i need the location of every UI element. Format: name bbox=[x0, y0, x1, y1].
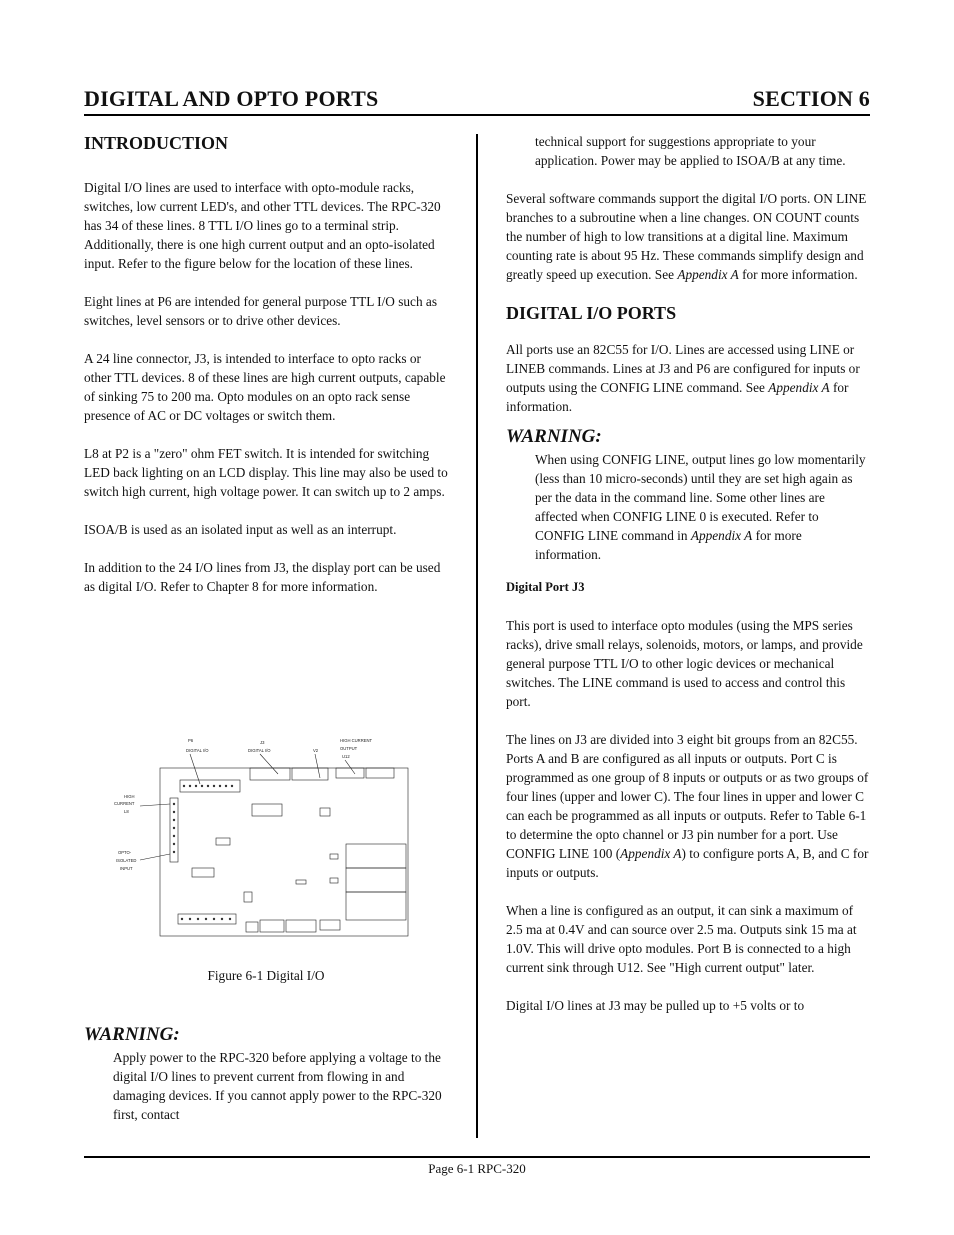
footer-rule bbox=[84, 1156, 870, 1158]
digital-port-j3-heading: Digital Port J3 bbox=[506, 580, 585, 594]
column-divider bbox=[476, 134, 478, 1138]
intro-paragraph-2: Eight lines at P6 are intended for general purpose TTL I/O such as switches, level sensors or to drive other devices. bbox=[84, 294, 438, 328]
board-diagram bbox=[110, 734, 410, 938]
digital-io-ports-heading: DIGITAL I/O PORTS bbox=[506, 303, 677, 323]
label-high-current-2: OUTPUT bbox=[340, 746, 358, 751]
j3-paragraph-2: The lines on J3 are divided into 3 eight bit groups from an 82C55. Ports A and B are configured as all inputs or outputs. Port C is programmed as one group of 8 inputs or outputs or as two groups of four lines (upper and lower C). The four lines in upper and lower C can each be programmed as all inputs or outputs. Refer to Table 6-1 to determine the opto channel or J3 pin number for a port. Use CONFIG LINE 100 (Appendix A) to configure ports A, B, and C for inputs or outputs. bbox=[506, 732, 869, 880]
label-high-current-1: HIGH CURRENT bbox=[340, 738, 373, 743]
label-p6-sub: DIGITAL I/O bbox=[186, 748, 209, 753]
section-number: SECTION 6 bbox=[752, 86, 870, 111]
j3-paragraph-3: When a line is configured as an output, it can sink a maximum of 2.5 ma at 0.4V and can source over 2.5 ma. Outputs sink 15 ma at 1.0V. This will drive opto modules. Port B is connected to a high current sink through U12. See "High current output" later. bbox=[506, 903, 857, 975]
intro-paragraph-3: A 24 line connector, J3, is intended to interface to opto racks or other TTL devices. 8 of these lines are high current outputs, capable of sinking 75 to 200 ma. Opto modules on an opto rack sense presence of AC or DC voltages or switch them. bbox=[84, 351, 446, 423]
label-high-current-3: U12 bbox=[342, 754, 350, 759]
warning-continuation: technical support for suggestions appropriate to your application. Power may be applied to ISOA/B at any time. bbox=[535, 134, 846, 168]
label-j3-sub: DIGITAL I/O bbox=[248, 748, 271, 753]
ports-paragraph: All ports use an 82C55 for I/O. Lines are accessed using LINE or LINEB commands. Lines at J3 and P6 are configured for inputs or outputs using the CONFIG LINE command. See Appendix A for information. bbox=[506, 342, 860, 414]
warning-text-left: Apply power to the RPC-320 before applying a voltage to the digital I/O lines to prevent current from flowing in and damaging devices. If you cannot apply power to the RPC-320 first, contact bbox=[113, 1050, 442, 1122]
label-v2: V2 bbox=[313, 748, 319, 753]
warning-heading-right: WARNING: bbox=[506, 426, 602, 447]
left-column bbox=[84, 128, 448, 596]
warning-text-right: When using CONFIG LINE, output lines go low momentarily (less than 10 micro-seconds) until they are set high again as per the data in the command line. Some other lines are affected when CONFIG LINE 0 is executed. Refer to CONFIG LINE command in Appendix A for more information. bbox=[535, 452, 866, 562]
label-isolated: ISOLATED bbox=[116, 858, 137, 863]
right-column bbox=[506, 128, 870, 1015]
label-high: HIGH bbox=[124, 794, 135, 799]
label-opto: OPTO- bbox=[118, 850, 132, 855]
label-j3: J3 bbox=[260, 740, 265, 745]
label-p6: P6 bbox=[188, 738, 194, 743]
page-footer: Page 6-1 RPC-320 bbox=[428, 1161, 526, 1176]
commands-paragraph: Several software commands support the digital I/O ports. ON LINE branches to a subroutine when a line changes. ON COUNT counts the number of high to low transitions at a digital line. Maximum counting rate is about 95 Hz. These commands simplify design and greatly speed up execution. See Appendix A for more information. bbox=[506, 191, 867, 282]
intro-paragraph-5: ISOA/B is used as an isolated input as well as an interrupt. bbox=[84, 522, 397, 537]
j3-paragraph-4: Digital I/O lines at J3 may be pulled up to +5 volts or to bbox=[506, 998, 805, 1013]
introduction-heading: INTRODUCTION bbox=[84, 133, 229, 153]
figure-caption: Figure 6-1 Digital I/O bbox=[207, 968, 325, 983]
intro-paragraph-6: In addition to the 24 I/O lines from J3, the display port can be used as digital I/O. Refer to Chapter 8 for more information. bbox=[84, 560, 441, 594]
left-warning bbox=[84, 1022, 448, 1124]
label-input: INPUT bbox=[120, 866, 133, 871]
label-l8: L8 bbox=[124, 809, 129, 814]
chapter-title: DIGITAL AND OPTO PORTS bbox=[84, 86, 379, 111]
page-header bbox=[84, 84, 870, 116]
intro-paragraph-4: L8 at P2 is a "zero" ohm FET switch. It is intended for switching LED back lighting on an LCD display. This line may also be used to switch high current, high voltage power. It can switch up to 2 amps. bbox=[84, 446, 448, 499]
j3-paragraph-1: This port is used to interface opto modules (using the MPS series racks), drive small relays, solenoids, motors, or lamps, and provide general purpose TTL I/O to other logic devices or mechanical switches. The LINE command is used to access and control this port. bbox=[506, 618, 863, 709]
intro-paragraph-1: Digital I/O lines are used to interface with opto-module racks, switches, low current LED's, and other TTL devices. The RPC-320 has 34 of these lines. 8 TTL I/O lines go to a terminal strip. Additionally, there is one high current output and an opto-isolated input. Refer to the figure below for the location of these lines. bbox=[84, 180, 441, 271]
label-current: CURRENT bbox=[114, 801, 135, 806]
warning-heading-left: WARNING: bbox=[84, 1024, 180, 1045]
